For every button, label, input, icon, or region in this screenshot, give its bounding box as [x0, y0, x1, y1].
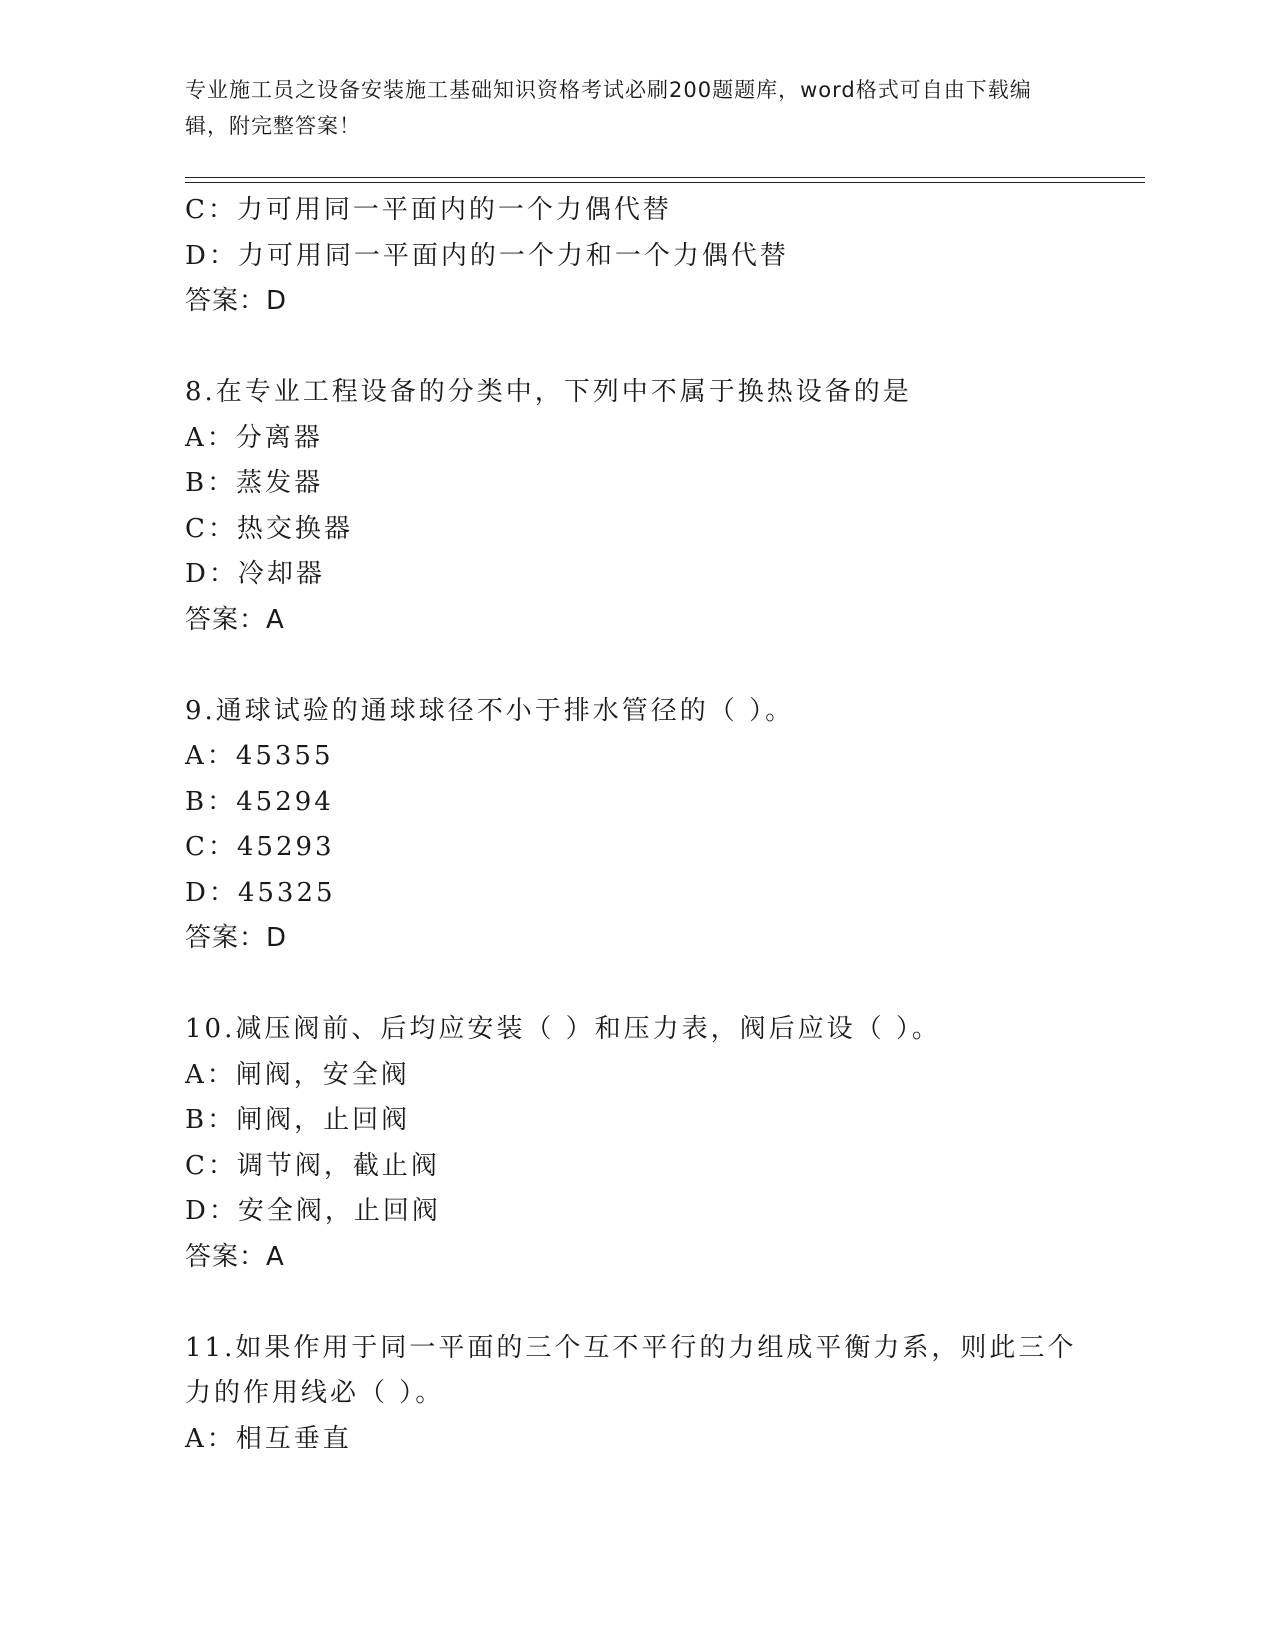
answer: 答案：A: [185, 604, 285, 635]
option-a: A：闸阀，安全阀: [185, 1059, 410, 1090]
option-c: C：热交换器: [185, 513, 353, 544]
question-stem: 11.如果作用于同一平面的三个互不平行的力组成平衡力系，则此三个力的作用线必（ ）。: [185, 1332, 1077, 1408]
question-list: [185, 188, 1085, 1462]
question-10: [185, 1007, 1085, 1280]
option-a: A：分离器: [185, 422, 323, 453]
question-7-continued: [185, 188, 1085, 325]
question-9: [185, 689, 1085, 962]
question-stem: 10.减压阀前、后均应安装（ ）和压力表，阀后应设（ ）。: [185, 1014, 941, 1044]
question-11: [185, 1326, 1085, 1463]
answer: 答案：D: [185, 286, 288, 316]
answer: 答案：A: [185, 1241, 285, 1272]
document-header: 专业施工员之设备安装施工基础知识资格考试必刷200题题库，word格式可自由下载编辑，附完整答案！: [185, 78, 1032, 138]
option-d: D：安全阀，止回阀: [185, 1196, 441, 1226]
answer: 答案：D: [185, 923, 288, 953]
spacer: [185, 962, 1085, 1008]
option-c: C：45293: [185, 832, 335, 862]
question-8: [185, 370, 1085, 643]
option-d: D：45325: [185, 877, 336, 908]
option-a: A：45355: [185, 741, 334, 771]
header-rule-bottom: [185, 182, 1145, 183]
spacer: [185, 1280, 1085, 1326]
spacer: [185, 325, 1085, 371]
option-c: C：调节阀，截止阀: [185, 1150, 440, 1181]
option-b: B：蒸发器: [185, 468, 324, 498]
question-stem: 8.在专业工程设备的分类中，下列中不属于换热设备的是: [185, 377, 912, 407]
option-b: B：45294: [185, 786, 334, 817]
option-c: C：力可用同一平面内的一个力偶代替: [185, 195, 672, 225]
option-a: A：相互垂直: [185, 1423, 352, 1454]
spacer: [185, 643, 1085, 689]
option-d: D：冷却器: [185, 559, 325, 589]
question-stem: 9.通球试验的通球球径不小于排水管径的（ ）。: [185, 695, 795, 726]
option-b: B：闸阀，止回阀: [185, 1105, 411, 1135]
option-d: D：力可用同一平面内的一个力和一个力偶代替: [185, 240, 789, 271]
header-rule-top: [185, 177, 1145, 178]
